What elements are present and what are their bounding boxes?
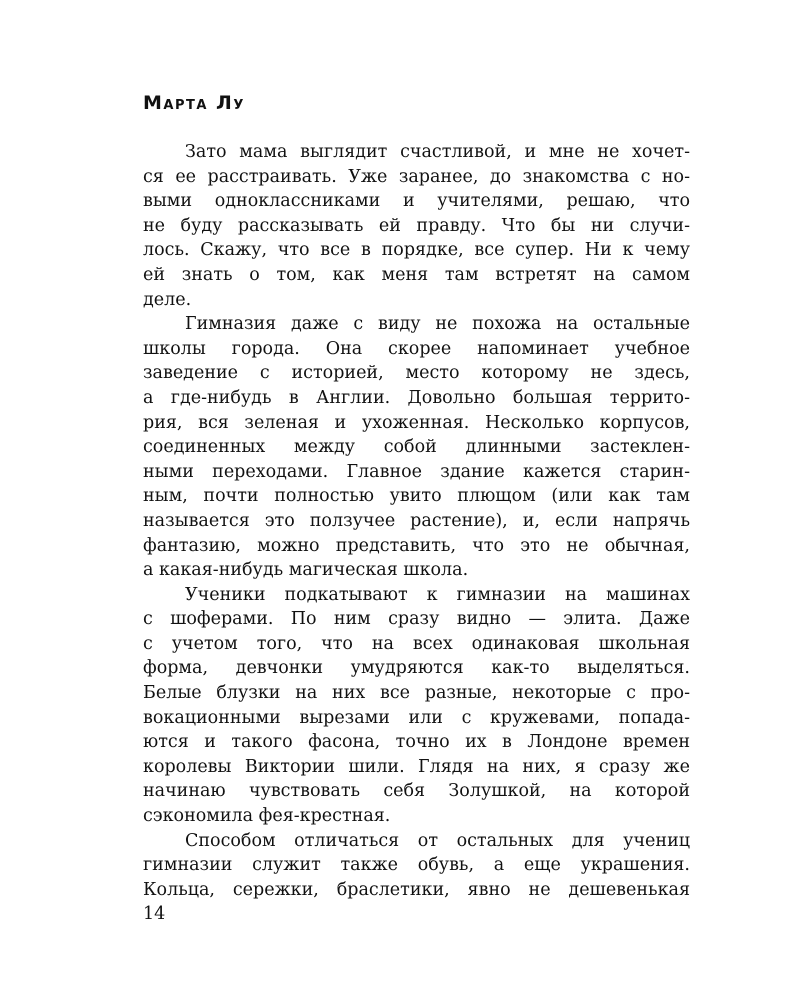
text-line: заведение с историей, место которому не здесь,	[143, 363, 690, 384]
text-line: ными переходами. Главное здание кажется старин-	[143, 461, 690, 482]
text-line: ным, почти полностью увито плющом (или как там	[143, 486, 690, 507]
text-line: фантазию, можно представить, что это не обычная,	[143, 535, 690, 556]
text-line: рия, вся зеленая и ухоженная. Несколько корпусов,	[143, 412, 690, 433]
text-line: форма, девчонки умудряются как-то выделяться.	[143, 658, 690, 679]
paragraph	[143, 312, 690, 583]
text-line: с шоферами. По ним сразу видно — элита. Даже	[143, 609, 690, 630]
text-line: сэкономила фея-крестная.	[143, 806, 391, 827]
text-line: Белые блузки на них все разные, некоторые с про-	[143, 683, 690, 704]
text-line: начинаю чувствовать себя Золушкой, на которой	[143, 781, 690, 802]
text-line: ся ее расстраивать. Уже заранее, до знакомства с но-	[143, 166, 690, 187]
text-line: Зато мама выглядит счастливой, и мне не хочет-	[185, 142, 690, 162]
text-line: а где-нибудь в Англии. Довольно большая террито-	[143, 387, 690, 408]
text-line: с учетом того, что на всех одинаковая школьная	[143, 633, 690, 654]
text-line: вокационными вырезами или с кружевами, попада-	[143, 707, 690, 728]
text-line: Гимназия даже с виду не похожа на остальные	[185, 314, 690, 335]
body-text	[143, 140, 690, 902]
text-line: школы города. Она скорее напоминает учебное	[143, 338, 690, 359]
text-line: королевы Виктории шили. Глядя на них, я сразу же	[143, 756, 690, 777]
text-line: деле.	[143, 289, 192, 310]
text-line: Ученики подкатывают к гимназии на машинах	[185, 584, 690, 605]
text-line: называется это ползучее растение), и, если напрячь	[143, 510, 690, 531]
text-line: а какая-нибудь магическая школа.	[143, 560, 469, 581]
text-line: не буду рассказывать ей правду. Что бы ни случи-	[143, 215, 690, 236]
text-line: лось. Скажу, что все в порядке, все супер. Ни к чему	[143, 240, 690, 261]
text-line: соединенных между собой длинными застеклен-	[143, 437, 690, 458]
page-number: 14	[143, 904, 166, 924]
running-head-author: Марта Лу	[143, 92, 245, 114]
text-line: ей знать о том, как меня там встретят на самом	[143, 264, 690, 285]
text-line: гимназии служит также обувь, а еще украшения.	[143, 855, 690, 876]
paragraph	[143, 829, 690, 903]
text-line: Способом отличаться от остальных для учениц	[185, 830, 690, 851]
text-line: ются и такого фасона, точно их в Лондоне времен	[143, 732, 690, 753]
text-line: Кольца, сережки, браслетики, явно не дешевенькая	[143, 879, 690, 900]
paragraph	[143, 583, 690, 829]
paragraph	[143, 140, 690, 312]
text-line: выми одноклассниками и учителями, решаю, что	[143, 191, 690, 212]
